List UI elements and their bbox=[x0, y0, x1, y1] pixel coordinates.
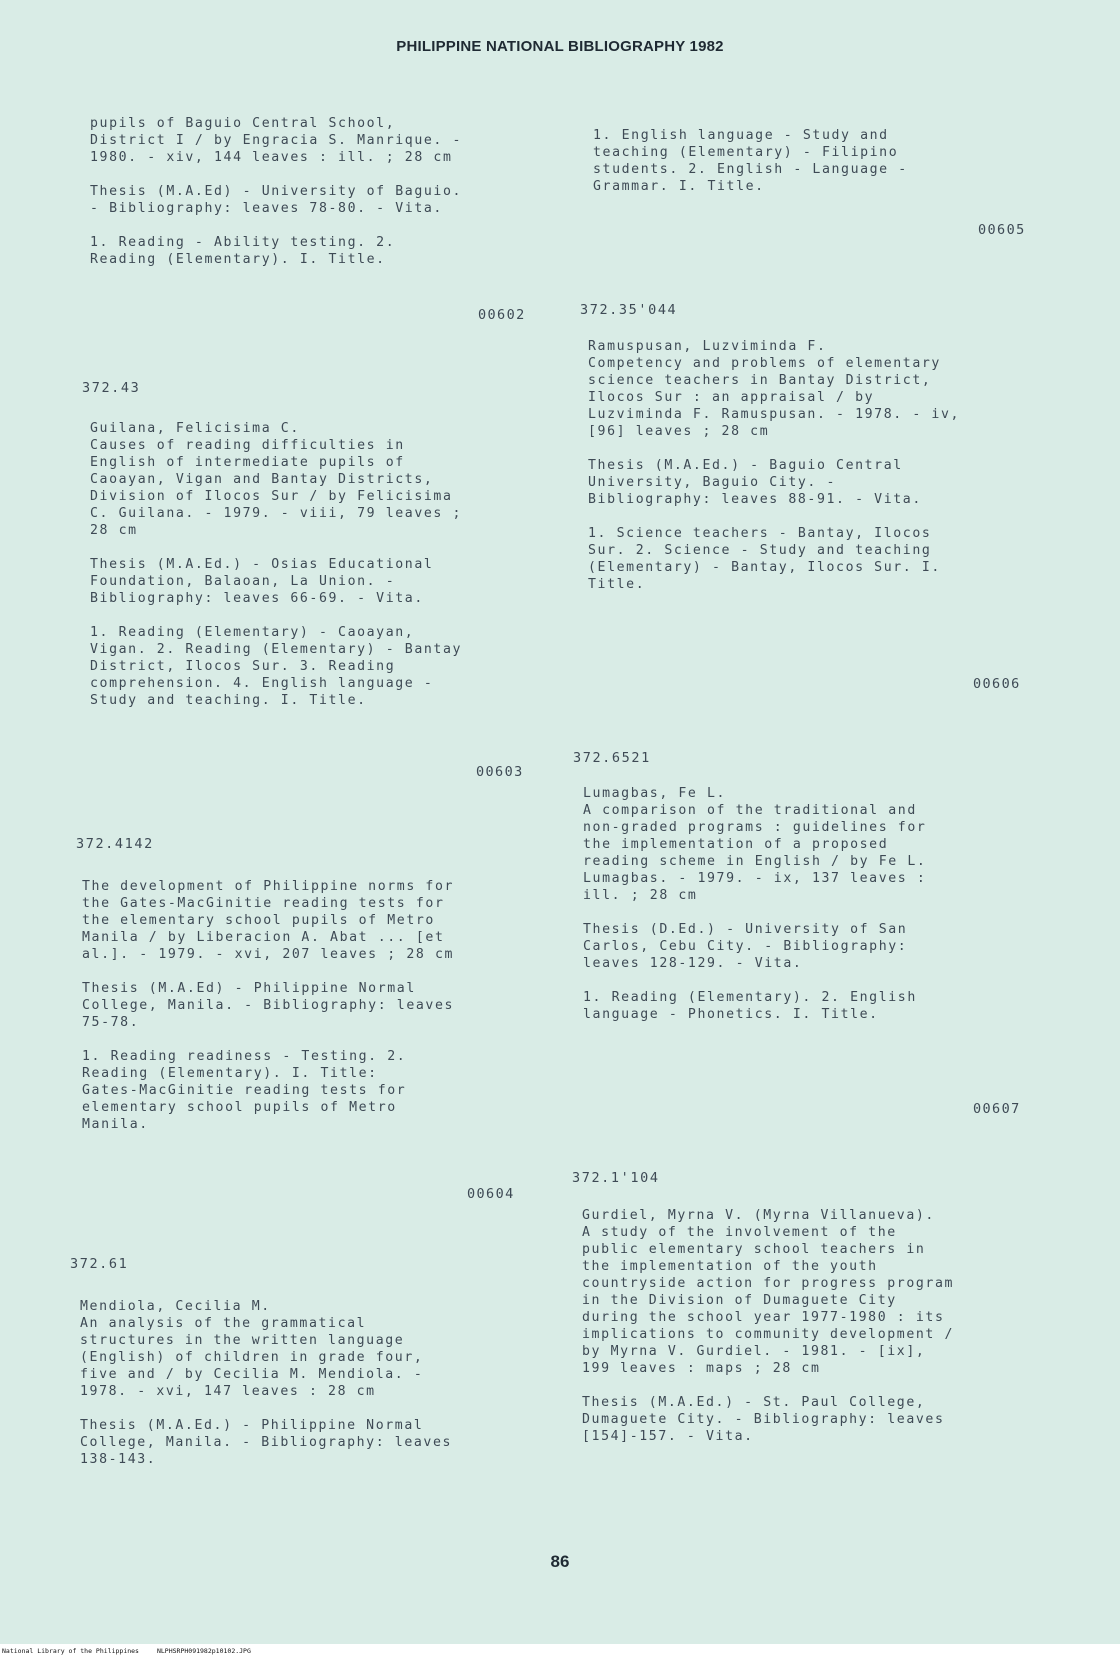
record-number: 00606 bbox=[973, 676, 1021, 692]
entry-subjects: 1. English language - Study and teaching (Elementary) - Filipino students. 2. English - Language - Grammar. I. Title. bbox=[593, 128, 908, 194]
entry-body: Ramuspusan, Luzviminda F. Competency and problems of elementary science teachers in Bantay District, Ilocos Sur : an appraisal / by Luzviminda F. Ramuspusan. - 1978. - iv, [96] leaves ; 28 cm bbox=[588, 339, 961, 439]
entry-notes: Thesis (M.A.Ed) - University of Baguio. - Bibliography: leaves 78-80. - Vita. bbox=[90, 184, 463, 216]
entry-notes: Thesis (M.A.Ed.) - Philippine Normal College, Manila. - Bibliography: leaves 138-143. bbox=[80, 1418, 453, 1467]
entry-subjects: 1. Reading (Elementary). 2. English language - Phonetics. I. Title. bbox=[583, 990, 917, 1022]
class-number: 372.1'104 bbox=[572, 1170, 660, 1186]
class-number: 372.61 bbox=[70, 1256, 129, 1272]
entry-notes: Thesis (M.A.Ed) - Philippine Normal College, Manila. - Bibliography: leaves 75-78. bbox=[82, 981, 455, 1030]
class-number: 372.35'044 bbox=[580, 302, 678, 318]
entry-body: Gurdiel, Myrna V. (Myrna Villanueva). A study of the involvement of the public elementary school teachers in the implementation of the youth countryside action for progress program in the Division of Dumaguete City during the school year 1977-1980 : its implications to community development / by Myrna V. Gurdiel. - 1981. - [ix], 199 leaves : maps ; 28 cm bbox=[582, 1208, 955, 1376]
entry-body: Mendiola, Cecilia M. An analysis of the grammatical structures in the written language (English) of children in grade four, five and / by Cecilia M. Mendiola. - 1978. - xvi, 147 leaves : 28 cm bbox=[80, 1299, 424, 1399]
entry-body: pupils of Baguio Central School, District I / by Engracia S. Manrique. - 1980. - xiv, 144 leaves : ill. ; 28 cm bbox=[90, 116, 463, 165]
record-number: 00604 bbox=[467, 1186, 515, 1202]
entry-notes: Thesis (D.Ed.) - University of San Carlos, Cebu City. - Bibliography: leaves 128-129. - Vita. bbox=[583, 922, 908, 971]
entry-notes: Thesis (M.A.Ed.) - Osias Educational Foundation, Balaoan, La Union. - Bibliography: leaves 66-69. - Vita. bbox=[90, 557, 434, 606]
entry-00605 bbox=[80, 1298, 530, 1468]
entry-00602-continuation bbox=[90, 115, 540, 268]
page-title: PHILIPPINE NATIONAL BIBLIOGRAPHY 1982 bbox=[396, 38, 724, 55]
entry-body: The development of Philippine norms for the Gates-MacGinitie reading tests for the elementary school pupils of Metro Manila / by Liberacion A. Abat ... [et al.]. - 1979. - xvi, 207 leaves ; 28 cm bbox=[82, 879, 455, 962]
class-number: 372.43 bbox=[82, 380, 141, 396]
entry-notes: Thesis (M.A.Ed.) - Baguio Central University, Baguio City. - Bibliography: leaves 88-91. - Vita. bbox=[588, 458, 922, 507]
entry-subjects: 1. Reading - Ability testing. 2. Reading (Elementary). I. Title. bbox=[90, 235, 396, 267]
entry-00607 bbox=[583, 785, 1033, 1023]
entry-00606 bbox=[588, 338, 1038, 593]
entry-body: Guilana, Felicisima C. Causes of reading difficulties in English of intermediate pupils of Caoayan, Vigan and Bantay Districts, Division of Ilocos Sur / by Felicisima C. Guilana. - 1979. - viii, 79 leaves ; 28 cm bbox=[90, 421, 463, 538]
entry-00603 bbox=[90, 420, 540, 709]
entry-notes: Thesis (M.A.Ed.) - St. Paul College, Dumaguete City. - Bibliography: leaves [154]-157. - Vita. bbox=[582, 1395, 945, 1444]
scan-footer bbox=[0, 1644, 1120, 1658]
record-number: 00602 bbox=[478, 307, 526, 323]
entry-00608 bbox=[582, 1207, 1052, 1445]
entry-00604 bbox=[82, 878, 532, 1133]
entry-00605-continuation bbox=[593, 127, 1043, 195]
footer-library: National Library of the Philippines bbox=[2, 1647, 139, 1655]
record-number: 00605 bbox=[978, 222, 1026, 238]
page-number: 86 bbox=[550, 1552, 570, 1571]
entry-body: Lumagbas, Fe L. A comparison of the traditional and non-graded programs : guidelines for the implementation of a proposed reading scheme in English / by Fe L. Lumagbas. - 1979. - ix, 137 leaves : ill. ; 28 cm bbox=[583, 786, 927, 903]
class-number: 372.4142 bbox=[76, 836, 154, 852]
entry-subjects: 1. Science teachers - Bantay, Ilocos Sur. 2. Science - Study and teaching (Elementary) - Bantay, Ilocos Sur. I. Title. bbox=[588, 526, 941, 592]
entry-subjects: 1. Reading (Elementary) - Caoayan, Vigan. 2. Reading (Elementary) - Bantay District, Ilocos Sur. 3. Reading comprehension. 4. English language - Study and teaching. I. Title. bbox=[90, 625, 463, 708]
record-number: 00603 bbox=[476, 764, 524, 780]
footer-file: NLPHSRPH091982p10102.JPG bbox=[156, 1647, 251, 1655]
class-number: 372.6521 bbox=[573, 750, 651, 766]
entry-subjects: 1. Reading readiness - Testing. 2. Reading (Elementary). I. Title: Gates-MacGinitie reading tests for elementary school pupils of Metro Manila. bbox=[82, 1049, 407, 1132]
record-number: 00607 bbox=[973, 1101, 1021, 1117]
